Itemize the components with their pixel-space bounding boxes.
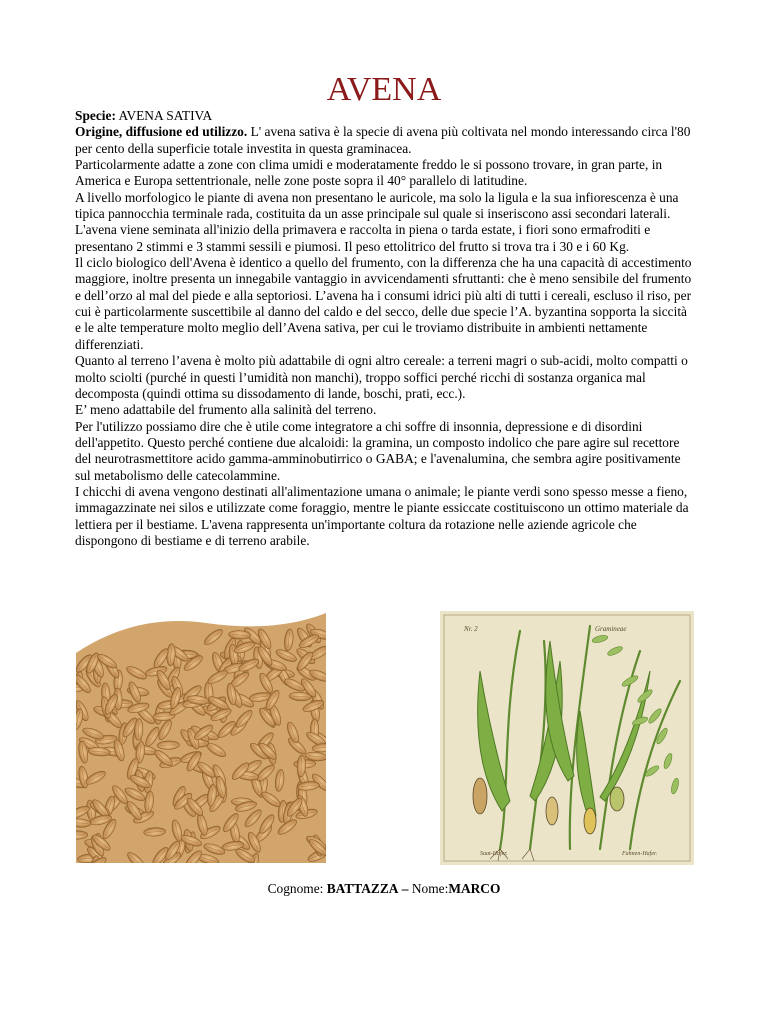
svg-text:Nr. 2: Nr. 2 bbox=[464, 625, 478, 633]
surname-label: Cognome: bbox=[267, 881, 324, 896]
name-value: MARCO bbox=[448, 881, 501, 896]
oat-botanical-illustration bbox=[440, 611, 694, 865]
species-value: AVENA SATIVA bbox=[118, 108, 213, 123]
surname-value: BATTAZZA bbox=[326, 881, 399, 896]
paragraph-destination: I chicchi di avena vengono destinati all'alimentazione umana o animale; le piante verdi sono spesso messe a fieno, immagazzinate nei silos e utilizzate come foraggio, mentre le piante essiccate costituiscono un ottimo materiale da lettiera per il bestiame. L'avena rappresenta un'importante coltura da rotazione nelle aziende agricole che dispongono di bestiame e di terreno arabile. bbox=[75, 483, 689, 548]
species-label: Specie: bbox=[75, 108, 116, 123]
paragraph-climate: Particolarmente adatte a zone con clima umidi e moderatamente freddo le si possono trovare, in gran parte, in America e Europa settentrionale, nelle zone poste sopra il 40° parallelo di latitudine. bbox=[75, 157, 663, 189]
paragraph-biological-cycle: Il ciclo biologico dell'Avena è identico a quello del frumento, con la differenza che ha una capacità di accestimento maggiore, inoltre presenta un innegabile vantaggio in avvicendamenti sfruttanti: che è meno sensibile del frumento e dell’orzo al mal del piede e alla septoriosi. L’avena ha i consumi idrici più alti di tutti i cereali, escluso il riso, per cui è particolarmente suscettibile al danno del caldo e del secco, delle due specie l’A. byzantina sopporta la siccità e le alte temperature molto meglio dell’Avena sativa, per cui le troviamo distribuite in ambienti nettamente differenziati. bbox=[75, 255, 692, 352]
paragraph-soil: Quanto al terreno l’avena è molto più adattabile di ogni altro cereale: a terreni magri o sub-acidi, molto compatti o molto sciolti (purché in questi l’umidità non manchi), troppo soffici perché ricchi di sostanza organica mal decomposta (quindi ottima su dissodamento di lande, boschi, prati, ecc.). bbox=[75, 353, 688, 401]
paragraph-usage: Per l'utilizzo possiamo dire che è utile come integratore a chi soffre di insonnia, depressione e di disordini dell'appetito. Questo perché contiene due alcaloidi: la gramina, un composto indolico che pare agire sul recettore del neurotrasmettitore acido gamma-amminobutirrico o GABA; e l'avenalumina, che sembra agire positivamente sul metabolismo delle catecolammine. bbox=[75, 418, 681, 483]
name-label: Nome: bbox=[411, 881, 449, 896]
svg-text:Gramineae: Gramineae bbox=[595, 625, 627, 633]
paragraph-text: L' avena sativa è la specie di avena più coltivata nel mondo interessando circa l'80 per cento della superficie totale investita in questa graminacea. bbox=[75, 124, 691, 156]
paragraph-morphology: A livello morfologico le piante di avena non presentano le auricole, ma solo la ligula e la sua infiorescenza è una tipica pannocchia terminale rada, costituita da un asse principale sul quale si inseriscono assi secondari laterali. L'avena viene seminata all'inizio della primavera e raccolta in piena o tarda estate, i fiori sono ermafroditi e presentano 2 stimmi e 3 stammi sessili e piumosi. Il peso ettolitrico del frutto si trova tra i 30 e i 60 Kg. bbox=[75, 189, 679, 254]
oat-grains-photo bbox=[76, 613, 326, 863]
footer-separator: – bbox=[401, 881, 409, 896]
botanical-plate-image bbox=[440, 611, 694, 865]
author-footer bbox=[0, 880, 768, 898]
origin-label: Origine, diffusione ed utilizzo. bbox=[75, 124, 248, 140]
species-line bbox=[75, 108, 693, 124]
left-plate-caption: Saat-Hafer. bbox=[480, 851, 508, 857]
paragraph-origin bbox=[75, 124, 693, 157]
page-title: AVENA bbox=[326, 71, 442, 108]
oat-grains-image bbox=[76, 613, 326, 863]
right-plate-caption: Fahnen-Hafer. bbox=[622, 851, 658, 857]
paragraph-salinity: E’ meno adattabile del frumento alla salinità del terreno. bbox=[75, 402, 377, 418]
document-body bbox=[75, 108, 693, 549]
